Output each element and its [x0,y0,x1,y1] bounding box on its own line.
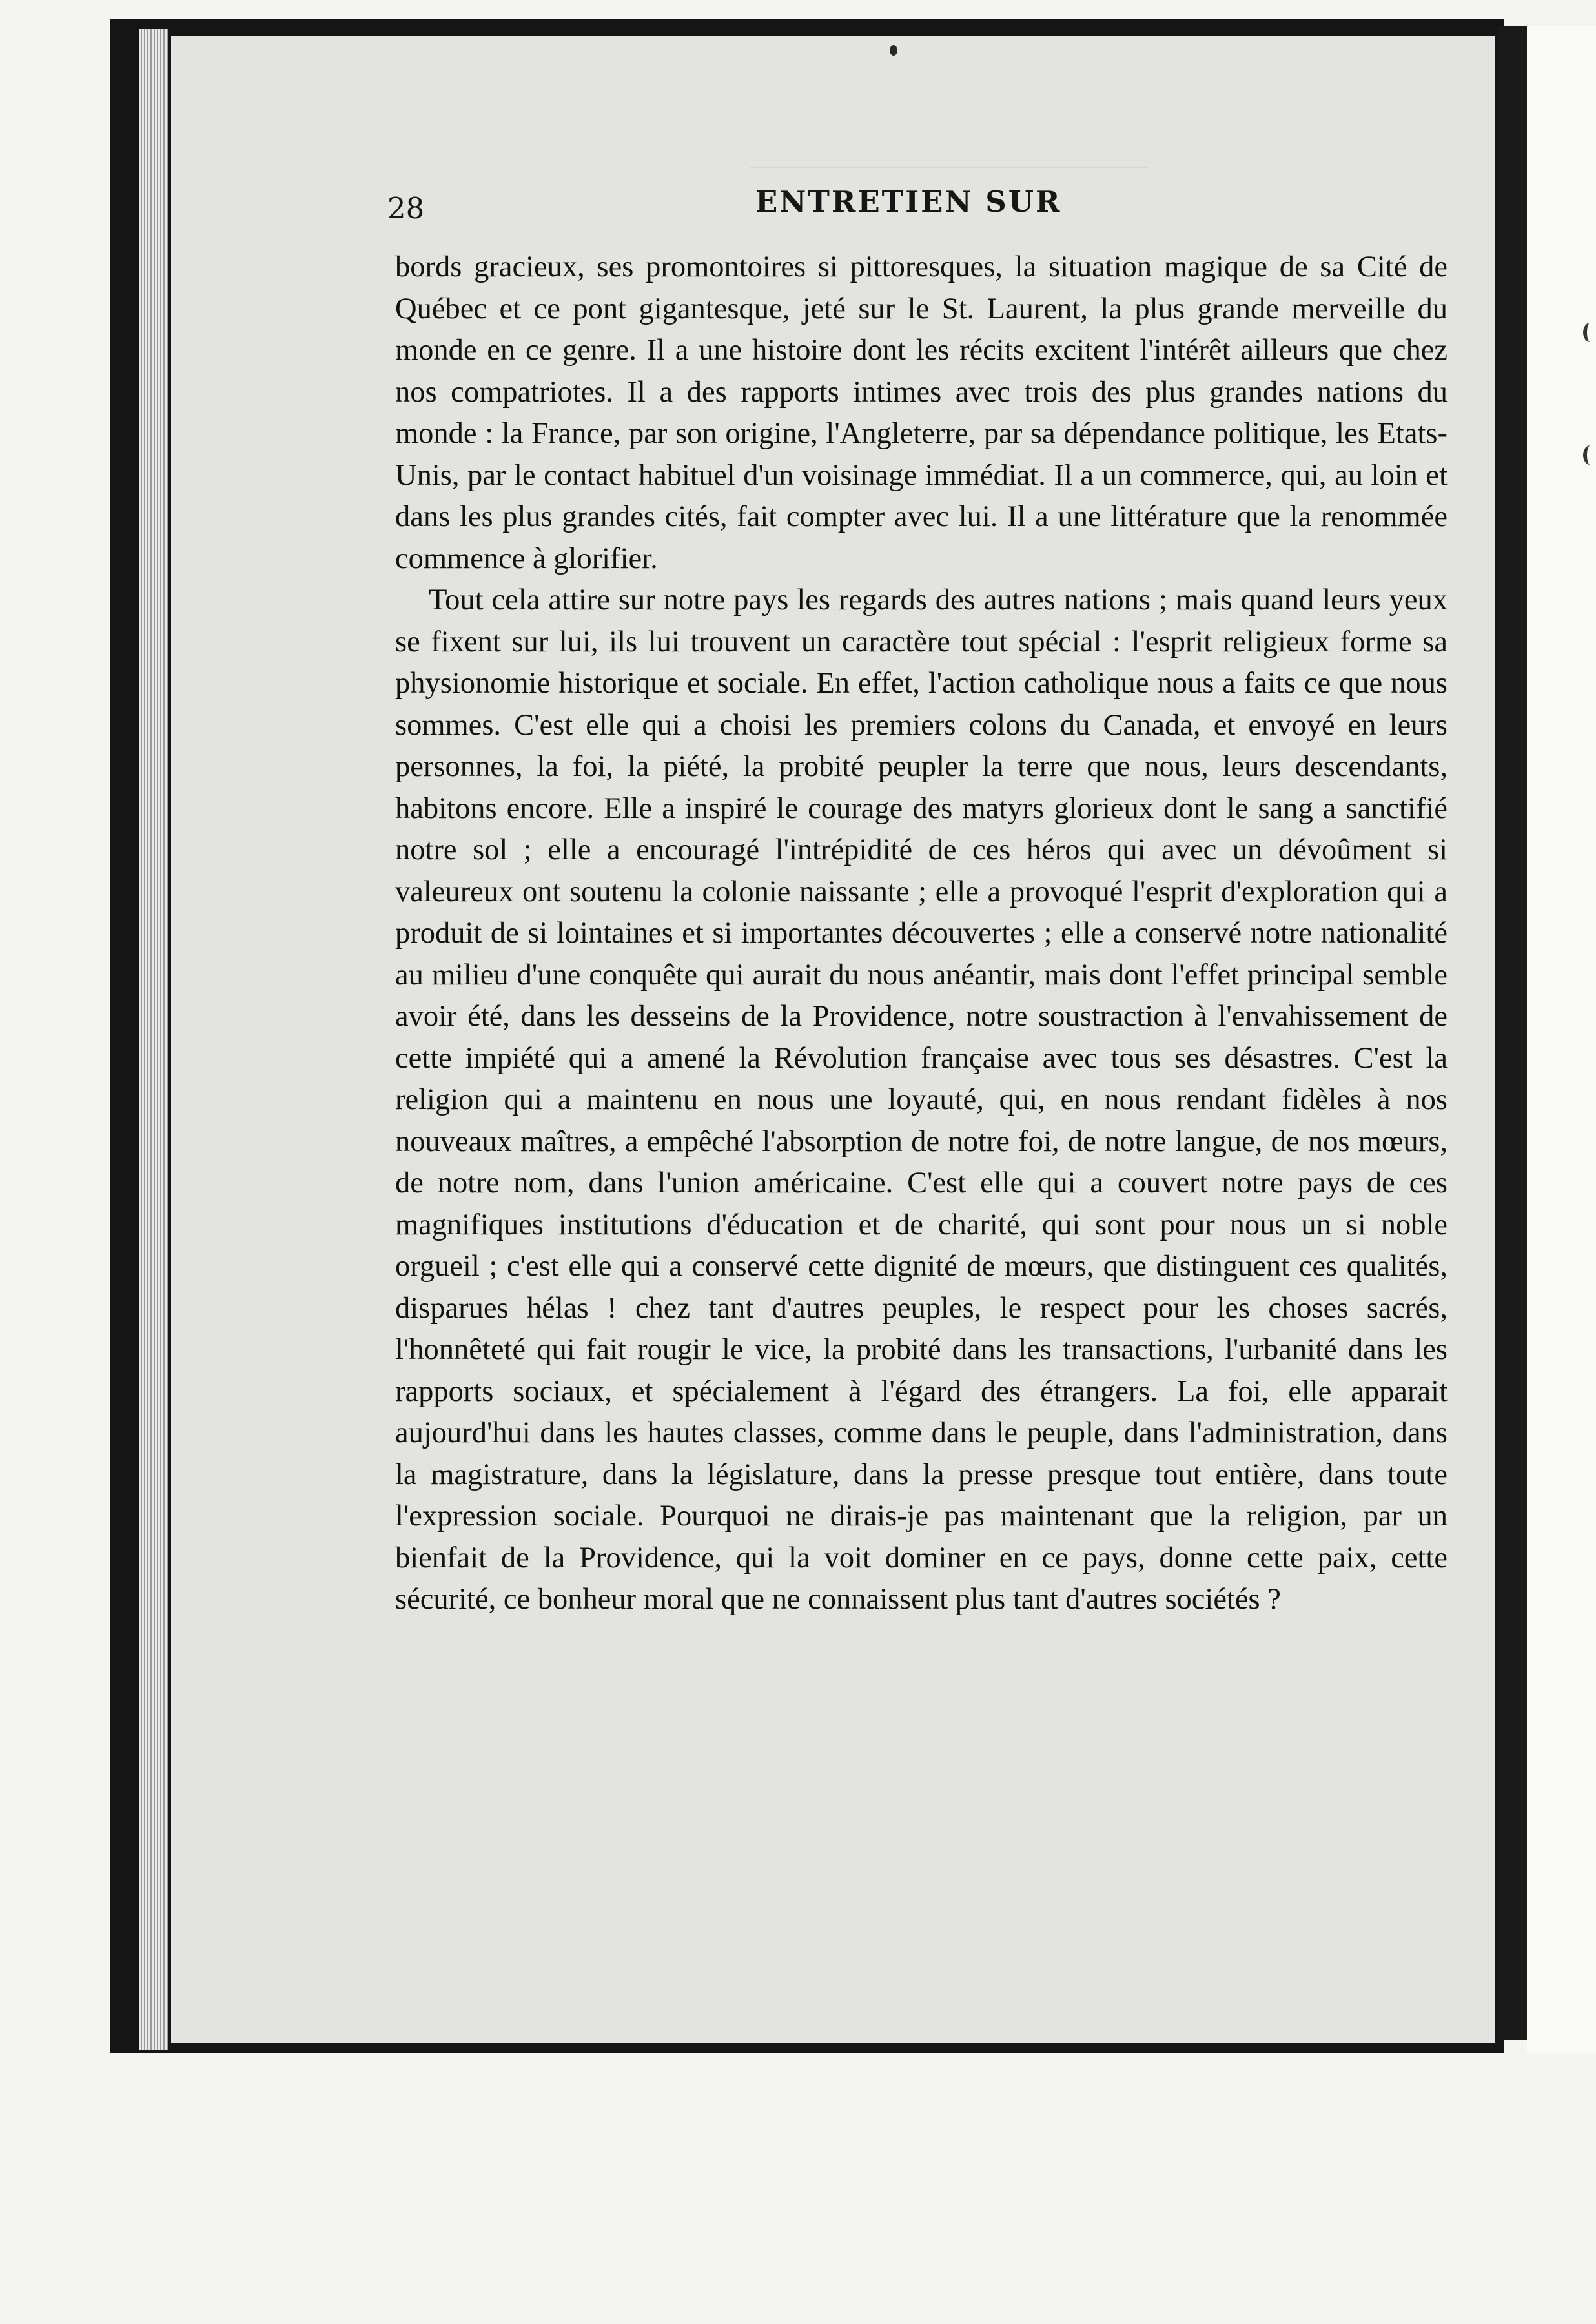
facing-page-letter-fragment [1583,323,1596,342]
binding-shadow [1498,26,1527,2040]
page-edges [139,29,168,2050]
paragraph: Tout cela attire sur notre pays les regards des autres nations ; mais quand leurs yeux se fixent sur lui, ils lui trouvent un caractère tout spécial : l'esprit religieux forme sa physionomie historique et sociale. En effet, l'action catholique nous a faits ce que nous sommes. C'est elle qui a choisi les premiers colons du Canada, et envoyé en leurs personnes, la foi, la piété, la probité peupler la terre que nous, leurs descendants, habitons encore. Elle a inspiré le courage des matyrs glorieux dont le sang a sanctifié notre sol ; elle a encouragé l'intrépidité de ces héros qui avec un dévoûment si valeureux ont soutenu la colonie naissante ; elle a provoqué l'esprit d'exploration qui a produit de si lointaines et si importantes découvertes ; elle a conservé notre nationalité au milieu d'une conquête qui aurait du nous anéantir, mais dont l'effet principal semble avoir été, dans les desseins de la Providence, notre soustraction à l'envahissement de cette impiété qui a amené la Révolution française avec tous ses désastres. C'est la religion qui a maintenu en nous une loyauté, qui, en nous rendant fidèles à nos nouveaux maîtres, a empêché l'absorption de notre foi, de notre langue, de nos mœurs, de notre nom, dans l'union américaine. C'est elle qui a couvert notre pays de ces magnifiques institutions d'éducation et de charité, qui sont pour nous un si noble orgueil ; c'est elle qui a conservé cette dignité de mœurs, que distinguent ces qualités, disparues hélas ! chez tant d'autres peuples, le respect pour les choses sacrés, l'honnêteté qui fait rougir le vice, la probité dans les transactions, l'urbanité dans les rapports sociaux, et spécialement à l'égard des étrangers. La foi, elle apparait aujourd'hui dans les hautes classes, comme dans le peuple, dans l'administration, dans la magistrature, dans la législature, dans la presse presque tout entière, dans toute l'expression sociale. Pourquoi ne dirais-je pas maintenant que la religion, par un bienfait de la Providence, qui la voit dominer en ce pays, donne cette paix, cette sécurité, ce bonheur moral que ne connaissent plus tant d'autres sociétés ? [395,584,1448,1616]
body-text [395,247,1448,1621]
page-number: 28 [387,191,425,225]
facing-page-letter-fragment [1583,445,1596,465]
running-head: ENTRETIEN SUR [755,185,1062,219]
ink-spot [890,45,897,56]
paragraph: bords gracieux, ses promontoires si pittoresques, la situation magique de sa Cité de Québec et ce pont gigantesque, jeté sur le St. Laurent, la plus grande merveille du monde en ce genre. Il a une histoire dont les récits excitent l'intérêt ailleurs que chez nos compatriotes. Il a des rapports intimes avec trois des plus grandes nations du monde : la France, par son origine, l'Angleterre, par sa dépendance politique, les Etats-Unis, par le contact habituel d'un voisinage immédiat. Il a un commerce, qui, au loin et dans les plus grandes cités, fait compter avec lui. Il a une littérature que la renommée commence à glorifier. [395,250,1448,575]
